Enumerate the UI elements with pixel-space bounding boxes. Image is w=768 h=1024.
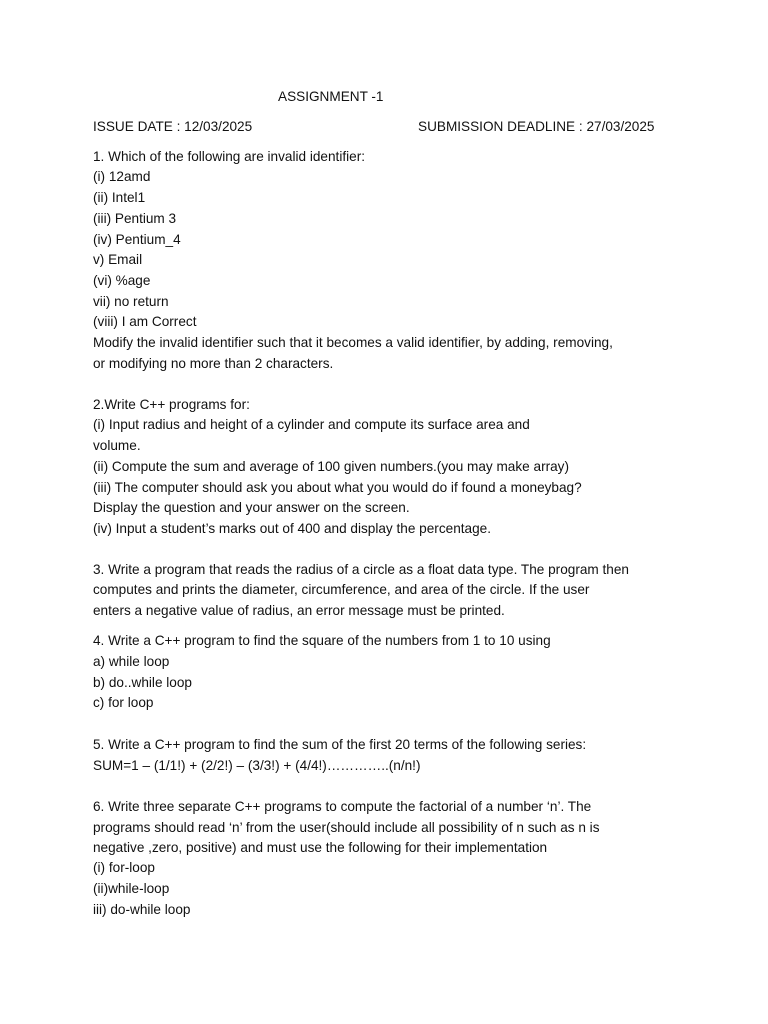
q2-item: volume. bbox=[93, 438, 141, 453]
q1-instruction: or modifying no more than 2 characters. bbox=[93, 356, 334, 371]
q2-item: (ii) Compute the sum and average of 100 given numbers.(you may make array) bbox=[93, 459, 570, 474]
q2-item: (iii) The computer should ask you about what you would do if found a moneybag? bbox=[93, 480, 582, 495]
q3-text: 3. Write a program that reads the radius of a circle as a float data type. The program then bbox=[93, 562, 629, 577]
q1-intro: 1. Which of the following are invalid identifier: bbox=[93, 149, 366, 164]
q4-option: c) for loop bbox=[93, 695, 154, 710]
q6-text: 6. Write three separate C++ programs to compute the factorial of a number ‘n’. The bbox=[93, 799, 592, 814]
q1-option: (i) 12amd bbox=[93, 169, 151, 184]
q6-option: (i) for-loop bbox=[93, 860, 155, 875]
q6-text: programs should read ‘n’ from the user(should include all possibility of n such as n is bbox=[93, 820, 600, 835]
q6-text: negative ,zero, positive) and must use the following for their implementation bbox=[93, 840, 548, 855]
q4-text: 4. Write a C++ program to find the square of the numbers from 1 to 10 using bbox=[93, 633, 551, 648]
q2-intro: 2.Write C++ programs for: bbox=[93, 397, 250, 412]
q1-option: vii) no return bbox=[93, 294, 169, 309]
q1-option: (vi) %age bbox=[93, 273, 151, 288]
q2-item: Display the question and your answer on the screen. bbox=[93, 500, 410, 515]
q1-instruction: Modify the invalid identifier such that it becomes a valid identifier, by adding, removing, bbox=[93, 335, 613, 350]
q1-option: (viii) I am Correct bbox=[93, 314, 197, 329]
q6-option: iii) do-while loop bbox=[93, 902, 191, 917]
assignment-title: ASSIGNMENT -1 bbox=[278, 89, 384, 104]
q1-option: v) Email bbox=[93, 252, 143, 267]
q2-item: (iv) Input a student’s marks out of 400 and display the percentage. bbox=[93, 521, 491, 536]
q3-text: enters a negative value of radius, an error message must be printed. bbox=[93, 603, 505, 618]
q3-text: computes and prints the diameter, circumference, and area of the circle. If the user bbox=[93, 582, 590, 597]
q2-item: (i) Input radius and height of a cylinder and compute its surface area and bbox=[93, 417, 530, 432]
q6-option: (ii)while-loop bbox=[93, 881, 170, 896]
q5-series: SUM=1 – (1/1!) + (2/2!) – (3/3!) + (4/4!)…………..(n/n!) bbox=[93, 758, 421, 773]
q5-text: 5. Write a C++ program to find the sum of the first 20 terms of the following series: bbox=[93, 737, 587, 752]
q1-option: (iii) Pentium 3 bbox=[93, 211, 177, 226]
q4-option: a) while loop bbox=[93, 654, 170, 669]
q1-option: (ii) Intel1 bbox=[93, 190, 146, 205]
issue-date: ISSUE DATE : 12/03/2025 bbox=[93, 119, 253, 134]
q4-option: b) do..while loop bbox=[93, 675, 192, 690]
submission-deadline: SUBMISSION DEADLINE : 27/03/2025 bbox=[418, 119, 655, 134]
q1-option: (iv) Pentium_4 bbox=[93, 232, 181, 247]
